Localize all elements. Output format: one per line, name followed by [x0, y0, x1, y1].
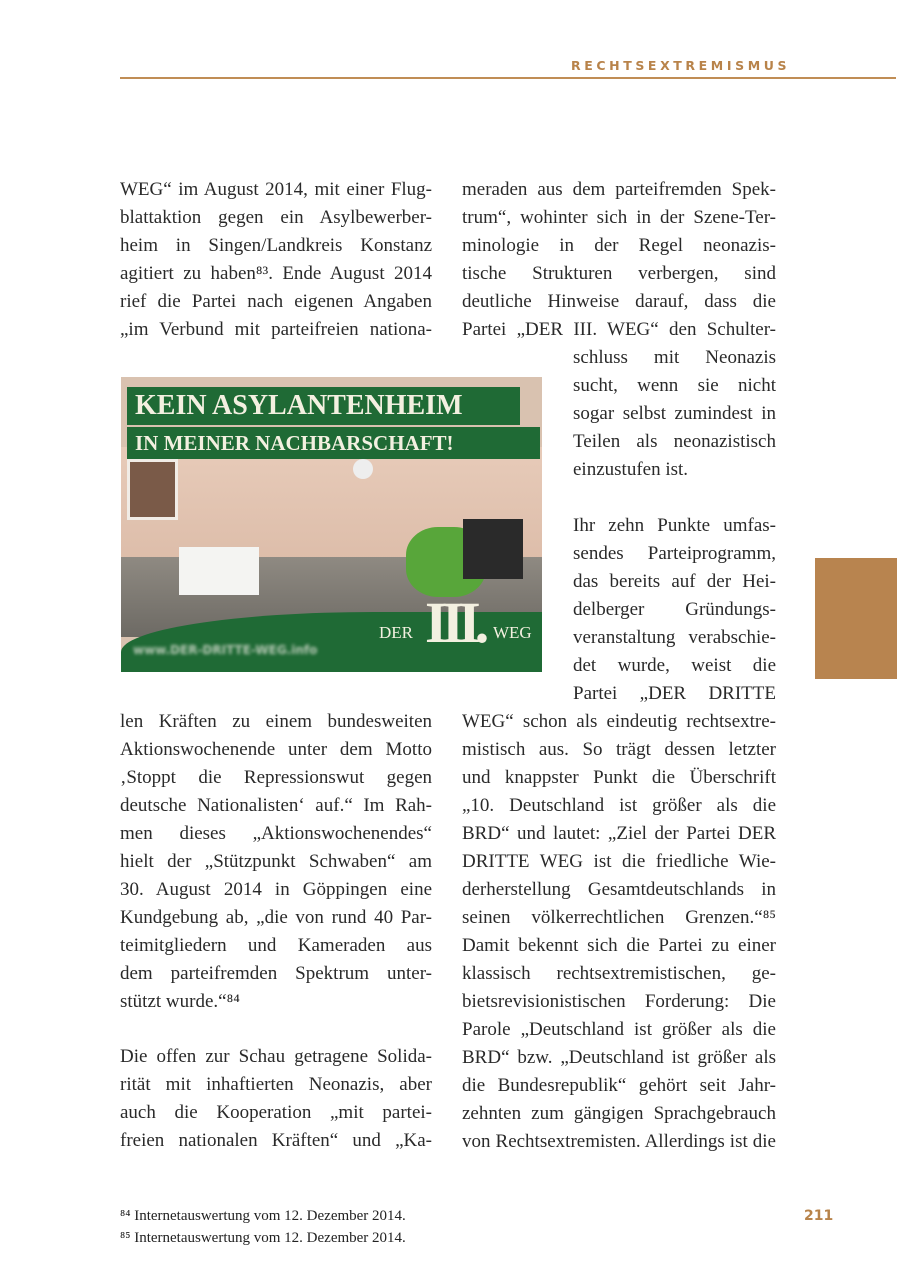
- text-line: tische Strukturen verbergen, sind: [462, 263, 776, 284]
- campaign-poster-image: [121, 377, 542, 672]
- text-line: WEG“ schon als eindeutig rechtsextre-: [462, 711, 776, 732]
- text-line: heim in Singen/Landkreis Konstanz: [120, 235, 432, 256]
- text-line: rität mit inhaftierten Neonazis, aber: [120, 1074, 432, 1095]
- text-line: sucht, wenn sie nicht: [573, 375, 776, 396]
- text-line: Partei „DER DRITTE: [573, 683, 776, 704]
- text-line: einzustufen ist.: [573, 459, 689, 480]
- text-line: BRD“ bzw. „Deutschland ist größer als: [462, 1047, 776, 1068]
- footnote-84: ⁸⁴ Internetauswertung vom 12. Dezember 2014.: [120, 1208, 406, 1224]
- text-line: teimitgliedern und Kameraden aus: [120, 935, 432, 956]
- text-line: rief die Partei nach eigenen Angaben: [120, 291, 432, 312]
- text-line: dem parteifremden Spektrum unter-: [120, 963, 432, 984]
- text-line: seinen völkerrechtlichen Grenzen.“⁸⁵: [462, 907, 776, 928]
- text-line: hielt der „Stützpunkt Schwaben“ am: [120, 851, 432, 872]
- text-line: mistisch aus. So trägt dessen letzter: [462, 739, 776, 760]
- text-line: det wurde, weist die: [573, 655, 776, 676]
- text-line: „10. Deutschland ist größer als die: [462, 795, 776, 816]
- text-line: schluss mit Neonazis: [573, 347, 776, 368]
- text-line: derherstellung Gesamtdeutschlands in: [462, 879, 776, 900]
- text-line: freien nationalen Kräften“ und „Ka-: [120, 1130, 432, 1151]
- poster-bins: [463, 519, 523, 579]
- text-line: deutliche Hinweise darauf, dass die: [462, 291, 776, 312]
- page-number: 211: [804, 1208, 834, 1224]
- text-line: von Rechtsextremisten. Allerdings ist die: [462, 1131, 776, 1152]
- text-line: auch die Kooperation „mit partei-: [120, 1102, 432, 1123]
- text-line: und knappster Punkt die Überschrift: [462, 767, 776, 788]
- text-line: Partei „DER III. WEG“ den Schulter-: [462, 319, 776, 340]
- text-line: ‚Stoppt die Repressionswut gegen: [120, 767, 432, 788]
- text-line: len Kräften zu einem bundesweiten: [120, 711, 432, 732]
- poster-freezer: [179, 547, 259, 595]
- footnote-85: ⁸⁵ Internetauswertung vom 12. Dezember 2014.: [120, 1230, 406, 1246]
- text-line: meraden aus dem parteifremden Spek-: [462, 179, 776, 200]
- text-line: sogar selbst zumindest in: [573, 403, 776, 424]
- poster-window: [127, 459, 178, 520]
- text-line: 30. August 2014 in Göppingen eine: [120, 879, 432, 900]
- poster-logo-iii: III.: [425, 590, 484, 655]
- text-line: sendes Parteiprogramm,: [573, 543, 776, 564]
- text-line: BRD“ und lautet: „Ziel der Partei DER: [462, 823, 776, 844]
- text-line: die Bundesrepublik“ gehört seit Jahr-: [462, 1075, 776, 1096]
- text-line: minologie in der Regel neonazis-: [462, 235, 776, 256]
- poster-banner-1: KEIN ASYLANTENHEIM: [127, 387, 520, 425]
- poster-logo-weg: WEG: [493, 623, 532, 642]
- text-line: deutsche Nationalisten‘ auf.“ Im Rah-: [120, 795, 432, 816]
- text-line: Aktionswochenende unter dem Motto: [120, 739, 432, 760]
- running-header: RECHTSEXTREMISMUS: [571, 58, 791, 73]
- text-line: Parole „Deutschland ist größer als die: [462, 1019, 776, 1040]
- text-line: stützt wurde.“⁸⁴: [120, 991, 240, 1012]
- header-rule: [120, 77, 896, 79]
- text-line: trum“, wohinter sich in der Szene-Ter-: [462, 207, 776, 228]
- poster-banner-2: IN MEINER NACHBARSCHAFT!: [127, 427, 540, 459]
- text-line: bietsrevisionistischen Forderung: Die: [462, 991, 776, 1012]
- text-line: Die offen zur Schau getragene Solida-: [120, 1046, 432, 1067]
- text-line: Damit bekennt sich die Partei zu einer: [462, 935, 776, 956]
- poster-satellite-dish: [353, 459, 373, 479]
- text-line: DRITTE WEG ist die friedliche Wie-: [462, 851, 776, 872]
- text-line: agitiert zu haben⁸³. Ende August 2014: [120, 263, 432, 284]
- text-line: das bereits auf der Hei-: [573, 571, 776, 592]
- text-line: Teilen als neonazistisch: [573, 431, 776, 452]
- text-line: WEG“ im August 2014, mit einer Flug-: [120, 179, 432, 200]
- text-line: Ihr zehn Punkte umfas-: [573, 515, 776, 536]
- text-line: klassisch rechtsextremistischen, ge-: [462, 963, 776, 984]
- chapter-tab: [815, 558, 897, 679]
- poster-logo-der: DER: [379, 623, 413, 642]
- text-line: veranstaltung verabschie-: [573, 627, 776, 648]
- text-line: blattaktion gegen ein Asylbewerber-: [120, 207, 432, 228]
- text-line: Kundgebung ab, „die von rund 40 Par-: [120, 907, 432, 928]
- text-line: men dieses „Aktionswochenendes“: [120, 823, 432, 844]
- poster-url-blurred: www.DER-DRITTE-WEG.info: [133, 643, 318, 657]
- text-line: zehnten zum gängigen Sprachgebrauch: [462, 1103, 776, 1124]
- text-line: „im Verbund mit parteifreien nationa-: [120, 319, 432, 340]
- text-line: delberger Gründungs-: [573, 599, 776, 620]
